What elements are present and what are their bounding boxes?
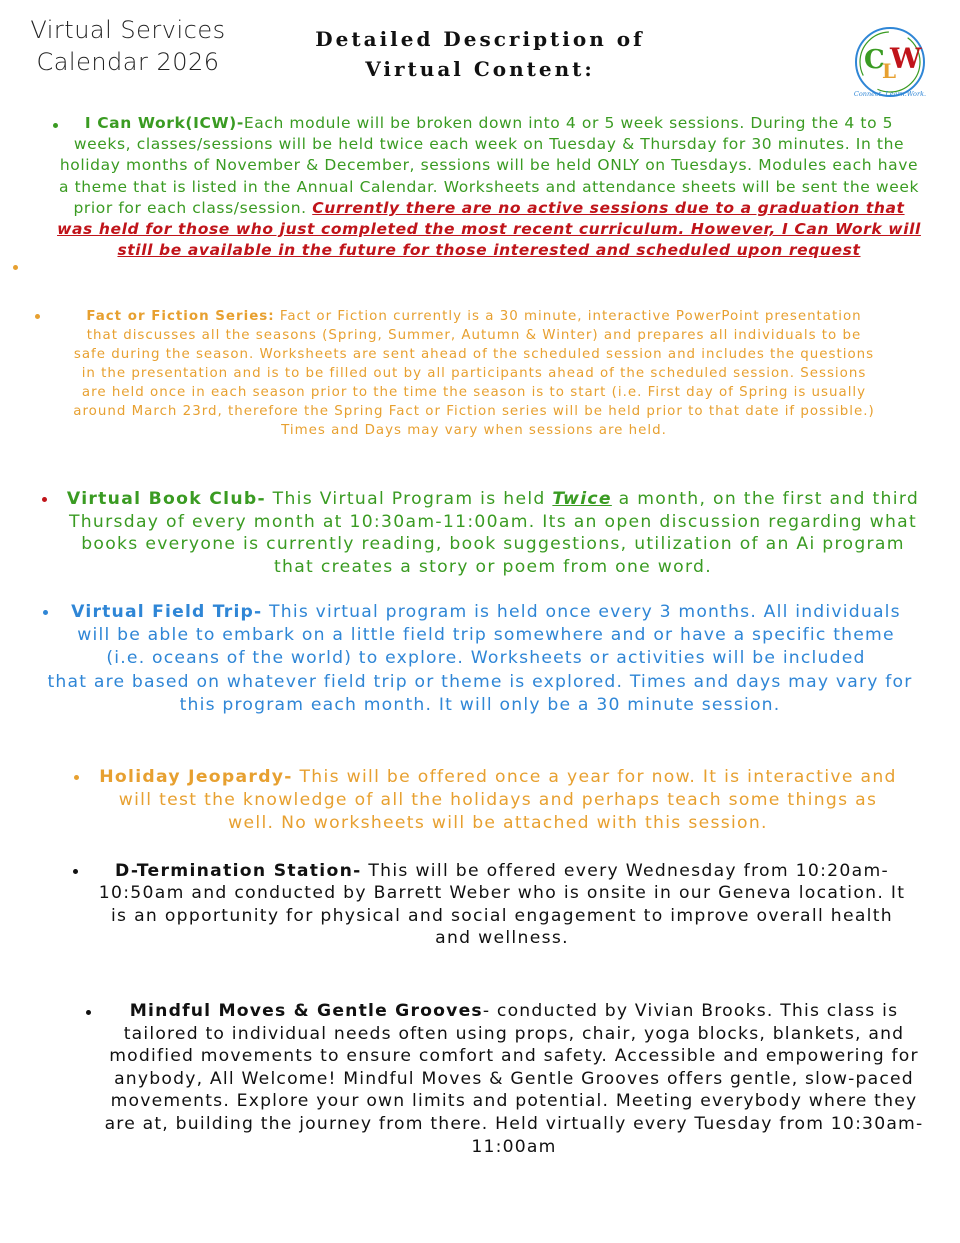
clw-logo (852, 26, 928, 102)
bullet-dot (73, 869, 78, 874)
mm-text: - conducted by Vivian Brooks. This class is tailored to individual needs often using props, chair, yoga blocks, blankets, and modified movements to ensure comfort and safety. Accessible and empowering for anybody, All Welcome! Mindful Moves & Gentle Grooves offers gentle, slow-paced movements. Explore your own limits and potential. Meeting everybody where they are at, building the journey from there. Held virtually every Tuesday from 10:30am-11:00am (104, 1001, 924, 1157)
hj-label: Holiday Jeopardy- (99, 767, 293, 787)
page-heading-line2: Virtual Content: (365, 57, 595, 81)
section-i-can-work (56, 113, 922, 261)
svg-text:L: L (882, 59, 897, 83)
page-heading (300, 24, 660, 84)
section-holiday-jeopardy (96, 766, 900, 834)
icw-label: I Can Work(ICW)- (84, 114, 244, 132)
section-fact-or-fiction (70, 307, 878, 440)
calendar-title-line1: Virtual Services (30, 16, 226, 44)
section-mindful-moves (98, 1000, 930, 1158)
svg-text:W: W (890, 42, 922, 75)
fof-text: Fact or Fiction currently is a 30 minute, interactive PowerPoint presentation that discusses all the seasons (Spring, Summer, Autumn & Winter) and prepares all individuals to be safe during the season. Worksheets are sent ahead of the scheduled session and includes the questions in the presentation and is to be filled out by all participants ahead of the scheduled session. Sessions are held once in each season prior to the time the season is to start (i.e. First day of Spring is usually around March 23rd, therefore the Spring Fact or Fiction series will be held prior to that date if possible.) Times and Days may vary when sessions are held. (73, 309, 875, 438)
vbc-text-after: a month, on the first and third Thursday of every month at 10:30am-11:00am. Its an open discussion regarding what books everyone is currently reading, book suggestions, utilization of an Ai program that creates a story or poem from one word. (68, 489, 920, 577)
bullet-dot (13, 265, 18, 270)
bullet-dot (86, 1010, 91, 1015)
mm-label: Mindful Moves & Gentle Grooves (129, 1001, 483, 1021)
dts-label: D-Termination Station- (114, 861, 362, 881)
bullet-dot (74, 775, 79, 780)
icw-notice: Currently there are no active sessions due to a graduation that was held for those who just completed the most recent curriculum. However, I Can Work will still be available in the future for those interested and scheduled upon request (57, 198, 921, 260)
logo-tagline: Connect. Learn.Work. (853, 90, 927, 98)
fof-label: Fact or Fiction Series: (86, 309, 275, 324)
section-virtual-book-club (58, 488, 928, 578)
page-heading-line1: Detailed Description of (315, 27, 645, 51)
vbc-emphasis: Twice (552, 489, 612, 509)
vbc-label: Virtual Book Club- (66, 489, 266, 509)
vft-text: This virtual program is held once every 3 months. All individuals will be able to embark on a little field trip somewhere and or have a specific theme (i.e. oceans of the world) to explore. Worksheets or activities will be included (77, 602, 901, 669)
vbc-text-before: This Virtual Program is held (272, 489, 546, 509)
bullet-dot (35, 314, 40, 319)
calendar-title-line2: Calendar 2026 (36, 48, 220, 76)
vft-text-line2: that are based on whatever field trip or theme is explored. Times and days may vary for this program each month. It will only be a 30 minute session. (47, 671, 913, 715)
dts-text: This will be offered every Wednesday from 10:20am-10:50am and conducted by Barrett Weber who is onsite in our Geneva location. It is an opportunity for physical and social engagement to improve overall health and wellness. (98, 861, 906, 949)
svg-text:C: C (864, 45, 885, 75)
calendar-title (18, 14, 238, 78)
section-d-termination-station (92, 860, 912, 950)
section-virtual-field-trip (40, 601, 920, 717)
bullet-dot (42, 497, 47, 502)
icw-text: Each module will be broken down into 4 or 5 week sessions. During the 4 to 5 weeks, classes/sessions will be held twice each week on Tuesday & Thursday for 30 minutes. In the holiday months of November & December, sessions will be held ONLY on Tuesdays. Modules each have a theme that is listed in the Annual Calendar. Worksheets and attendance sheets will be sent the week prior for each class/session. (58, 114, 920, 217)
hj-text: This will be offered once a year for now. It is interactive and will test the knowledge of all the holidays and perhaps teach some things as well. No worksheets will be attached with this session. (118, 767, 897, 833)
vft-label: Virtual Field Trip- (71, 602, 263, 622)
